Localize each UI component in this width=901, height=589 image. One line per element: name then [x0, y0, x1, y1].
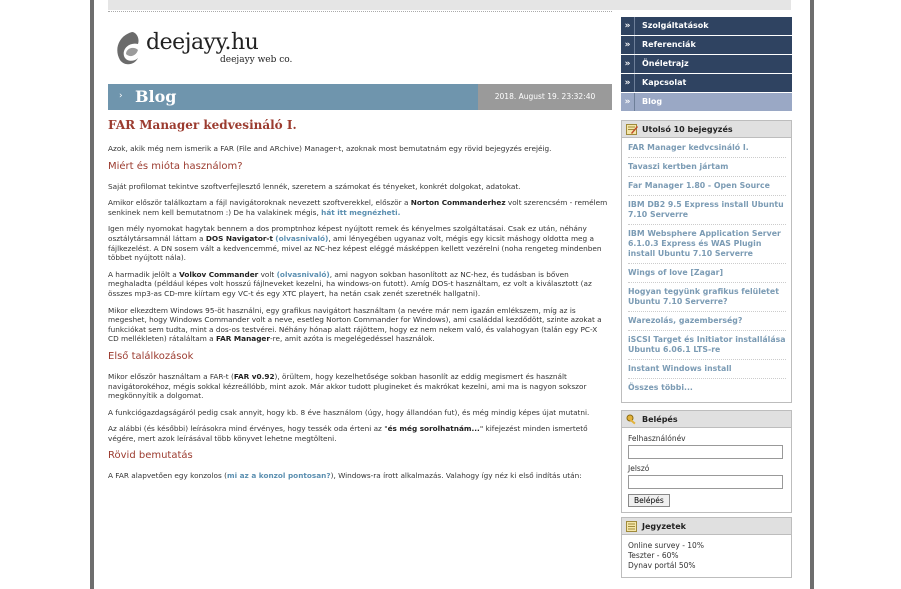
site-logo[interactable]	[112, 28, 312, 72]
section-heading: Első találkozások	[108, 350, 194, 362]
notes-box	[621, 517, 792, 578]
paragraph: Mikor először használtam a FAR-t (FAR v0.92), örültem, hogy kezelhetősége sokban hasonlít az eddig megismert és használt navigátorokéhoz, mégis sokkal kézreállóbb, mint azok. Már akkor tudott plugineket és makrókat kezelni, ami ma is nagyon sokszor megkönnyítik a dolgomat.	[108, 371, 587, 401]
recent-post-link[interactable]: Hogyan tegyünk grafikus felületet Ubuntu 7.10 Serverre?	[628, 286, 786, 312]
key-icon	[626, 414, 638, 425]
login-box	[621, 410, 792, 513]
current-date: 2018. August 19. 23:32:40	[478, 84, 612, 110]
password-input[interactable]	[628, 475, 783, 489]
box-header: Belépés	[622, 411, 791, 428]
section-title: Blog	[135, 87, 177, 106]
nav-item-contact[interactable]: » Kapcsolat	[621, 74, 792, 92]
note-item: Teszter - 60%	[628, 551, 679, 560]
section-heading: Miért és mióta használom?	[108, 160, 243, 172]
post-intro: Azok, akik még nem ismerik a FAR (File and ARchive) Manager-t, azoknak most bemutatnám egy rövid bejegyzés erejéig.	[108, 144, 552, 153]
note-item: Dynav portál 50%	[628, 561, 696, 570]
nav-item-cv[interactable]: » Önéletrajz	[621, 55, 792, 73]
page-border-right	[810, 0, 814, 589]
section-heading: Rövid bemutatás	[108, 450, 193, 462]
post-title[interactable]: FAR Manager kedvesináló I.	[108, 118, 297, 132]
password-label: Jelszó	[628, 464, 650, 473]
recent-post-link[interactable]: IBM Websphere Application Server 6.1.0.3 Express és WAS Plugin install Ubuntu 7.10 Serverre	[628, 228, 786, 264]
all-posts-link[interactable]: Összes többi...	[628, 383, 693, 392]
top-divider	[108, 11, 612, 12]
recent-post-link[interactable]: FAR Manager kedvcsináló I.	[628, 142, 786, 158]
nav-item-blog[interactable]: » Blog	[621, 93, 792, 111]
page-border-left	[90, 0, 94, 589]
edit-note-icon	[626, 124, 638, 135]
notepad-icon	[626, 521, 638, 532]
paragraph: Az alábbi (és későbbi) leírásokra mind érvényes, hogy tessék oda érteni az "és még sorolhatnám..." kifejezést minden ismertető végére, mert azok leírásával több könyvet lehetne megtölteni.	[108, 424, 588, 443]
username-input[interactable]	[628, 445, 783, 459]
paragraph: A FAR alapvetően egy konzolos (mi az a konzol pontosan?), Windows-ra írott alkalmazás. Valahogy így néz ki első indítás után:	[108, 471, 582, 481]
nav-item-services[interactable]: » Szolgáltatások	[621, 17, 792, 35]
double-chevron-icon: »	[621, 36, 635, 54]
paragraph: Amikor először találkoztam a fájl navigátoroknak nevezett szoftverekkel, először a Norton Commanderhez volt szerencsém - remélem senkinek nem kell bemutatnom :) De ha valakinek mégis, hát itt megnézheti.	[108, 198, 608, 217]
link[interactable]: hát itt megnézheti.	[321, 207, 401, 217]
link[interactable]: mi az a konzol pontosan?	[226, 471, 331, 481]
recent-post-link[interactable]: Tavaszi kertben jártam	[628, 161, 786, 177]
chevron-right-icon: ›	[119, 91, 123, 101]
recent-post-link[interactable]: iSCSI Target és Initiator installálása Ubuntu 6.06.1 LTS-re	[628, 334, 786, 360]
recent-post-link[interactable]: Far Manager 1.80 - Open Source	[628, 180, 786, 196]
login-button[interactable]: Belépés	[628, 494, 670, 507]
top-strip	[108, 0, 791, 10]
recent-post-link[interactable]: Wings of love [Zagar]	[628, 267, 786, 283]
main-nav	[621, 17, 792, 112]
nav-item-references[interactable]: » Referenciák	[621, 36, 792, 54]
double-chevron-icon: »	[621, 55, 635, 73]
section-header-bar	[108, 84, 612, 110]
notes-list	[622, 535, 791, 577]
link[interactable]: (olvasnivaló)	[276, 269, 330, 279]
double-chevron-icon: »	[621, 17, 635, 35]
recent-post-link[interactable]: Instant Windows install	[628, 363, 786, 379]
logo-name: deejayy.hu	[146, 30, 259, 55]
link[interactable]: (olvasnivaló)	[275, 233, 329, 243]
double-chevron-icon: »	[621, 93, 635, 111]
paragraph: A funkciógazdagságáról pedig csak annyit, hogy kb. 8 éve használom (úgy, hogy állandóan fut), és még mindig képes újat mutatni.	[108, 407, 590, 417]
swirl-logo-icon	[112, 30, 144, 68]
paragraph: Igen mély nyomokat hagytak bennem a dos promptnhoz képest nyújtott remek és kényelmes szolgáltatásai. Csak ez után, néhány osztálytársamnál láttam a DOS Navigator-t (olvasnivaló), ami lényegében ugyanaz volt, mégis egy kicsit máshogy oldotta meg a fájlkezelést. A DN sosem vált a kedvencemmé, mivel az NC-hez képest eléggé másképpen kellett vezérelni (noha rengeteg mindenben többet nyújtott nála).	[108, 224, 602, 263]
paragraph: Saját profilomat tekintve szoftverfejlesztő lennék, szeretem a számokat és tényeket, konkrét dolgokat, adatokat.	[108, 181, 521, 191]
logo-tagline: deejayy web co.	[220, 55, 293, 65]
recent-posts-list	[622, 138, 791, 402]
note-item: Online survey - 10%	[628, 541, 704, 550]
recent-posts-box	[621, 120, 792, 403]
recent-post-link[interactable]: IBM DB2 9.5 Express install Ubuntu 7.10 Serverre	[628, 199, 786, 225]
username-label: Felhasználónév	[628, 434, 686, 443]
blog-post	[108, 118, 608, 488]
login-form	[622, 428, 791, 512]
paragraph: Mikor elkezdtem Windows 95-öt használni, egy grafikus navigátort használtam (a nevére már nem igazán emlékszem, míg az is megeshet, hogy Windows Commander volt a neve, esetleg Norton Commander for Windows), ami családdal kezdődött, szinte azokat a funkciókat sem tudta, mint a dos-os testvérei. Néhány hónap alatt rájöttem, hogy ez nem nekem való, és valahogyan (talán egy PC-X CD mellékleten) rátaláltam a FAR Manager-re, amit azóta is megelégedéssel használok.	[108, 305, 602, 344]
recent-post-link[interactable]: Warezolás, gazemberség?	[628, 315, 786, 331]
box-header: Jegyzetek	[622, 518, 791, 535]
paragraph: A harmadik jelölt a Volkov Commander volt (olvasnivaló), ami nagyon sokban hasonlított az NC-hez, és tudásban is bőven meghaladta (például képes volt hosszú fájlneveket kezelni, ha windows-on futott). Amíg DOS-t használtam, ez volt a kiválasztott (az összes mp3-as CD-mre kiírtam egy VC-t és egy XTC playert, ha netán csak zenét szeretnék hallgatni).	[108, 269, 592, 298]
double-chevron-icon: »	[621, 74, 635, 92]
box-header: Utolsó 10 bejegyzés	[622, 121, 791, 138]
